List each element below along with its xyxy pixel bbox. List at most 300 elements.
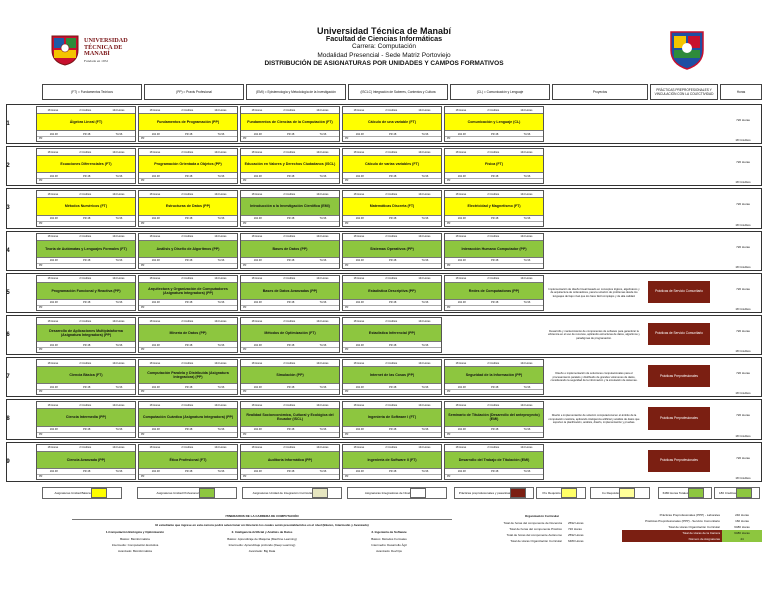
subject-meta: 144 Horas (418, 319, 431, 323)
subject-meta: PR 48 (389, 385, 397, 389)
subject-card[interactable] (36, 444, 136, 480)
subject-name: Ciencia Básica (FT) (69, 373, 103, 378)
level-number: 2 (6, 163, 10, 170)
level-credits: 18 Créditos (735, 349, 751, 354)
subject-meta: 192 48 (457, 385, 466, 389)
subject-meta: 192 48 (253, 301, 262, 305)
subject-meta: 18 Horas (455, 108, 467, 112)
career-title: Carrera: Computación (352, 43, 416, 51)
subject-name: Bases de Datos Avanzadas (PP) (262, 288, 318, 293)
subject-name: Cálculo de varias variables (FT) (365, 162, 419, 167)
subject-meta: PR 48 (287, 259, 295, 263)
subject-name: Seminario de Titulación (Desarrollo del anteproyecto) (EMI) (448, 413, 540, 422)
subject-name: Arquitectura y Organización de Computadores (Asignatura Integradora) (PP) (148, 286, 228, 295)
level-credits: 18 Créditos (735, 138, 751, 143)
subject-meta: 18 Horas (455, 192, 467, 196)
subject-meta: 144 Horas (418, 192, 431, 196)
university-logo-text: UNIVERSIDAD TÉCNICA DE MANABÍ Fundada en 1952 (84, 37, 128, 63)
practice-row-value: 6480 Horas (722, 530, 762, 536)
itinerary-header: 3. Ingeniería de Software (371, 530, 407, 534)
subject-prerequisite: PR (445, 305, 543, 310)
legend-item (242, 487, 342, 499)
subject-name: Programación Orientada a Objetos (PP) (154, 162, 222, 167)
subject-meta: 144 Horas (112, 108, 125, 112)
subject-card[interactable] (342, 148, 442, 184)
subject-name: Educación en Valores y Derechos Ciudadanos (ISCL) (244, 162, 336, 167)
subject-card[interactable] (138, 317, 238, 353)
subject-name: Seguridad de la Información (PP) (465, 373, 523, 378)
subject-meta: 144 Horas (112, 319, 125, 323)
subject-meta: 18 Horas (251, 150, 263, 154)
level-credits: 18 Créditos (735, 475, 751, 480)
subject-meta: 192 48 (355, 428, 364, 432)
subject-prerequisite: PR (241, 136, 339, 141)
legend-swatch (410, 488, 426, 498)
practice-box: Prácticas de Servicio Comunitario (648, 323, 710, 345)
subject-meta: PR 48 (83, 217, 91, 221)
subject-meta: 2 Créditos (79, 235, 92, 239)
legend-label: Prácticas preprofesionales y pasantías (458, 491, 511, 495)
itineraries-title: ITINERARIOS DE LA CARRERA DE COMPUTACIÓN (72, 512, 452, 520)
subject-card[interactable] (444, 233, 544, 269)
subject-name: Fundamentos de Ciencias de la Computación (FT) (247, 119, 333, 124)
subject-meta: PR 48 (185, 428, 193, 432)
practice-row-value: 160 Horas (735, 519, 749, 523)
subject-name: Métodos de Optimización (FT) (264, 330, 316, 335)
subject-card[interactable] (444, 148, 544, 184)
subject-meta: 192 48 (49, 470, 58, 474)
level-hours: 720 Horas (736, 118, 750, 122)
subject-meta: 144 Horas (214, 277, 227, 281)
subject-card[interactable] (240, 148, 340, 184)
subject-meta: PR 48 (185, 259, 193, 263)
practice-row-value: 44 (722, 536, 762, 542)
subject-prerequisite: PR (343, 305, 441, 310)
subject-meta: 2 Créditos (79, 446, 92, 450)
subject-card[interactable] (444, 106, 544, 142)
subject-meta: 2 Créditos (385, 192, 398, 196)
subject-meta: 2 Créditos (487, 403, 500, 407)
subject-meta: 2 Créditos (283, 403, 296, 407)
subject-meta: PR 48 (491, 132, 499, 136)
subject-meta: 192 48 (49, 217, 58, 221)
subject-meta: PR 48 (287, 301, 295, 305)
subject-card[interactable] (342, 401, 442, 437)
subject-meta: TA 96 (217, 428, 225, 432)
subject-card[interactable] (138, 190, 238, 226)
subject-prerequisite: PR (445, 136, 543, 141)
subject-prerequisite: PR (37, 347, 135, 352)
subject-card[interactable] (138, 233, 238, 269)
subject-meta: TA 96 (421, 217, 429, 221)
legend (42, 487, 762, 501)
subject-meta: TA 96 (115, 259, 123, 263)
itinerary-cell: Avanzado: DevOps (376, 549, 402, 553)
org-row-label: Total de horas del componente de Docencia (503, 521, 562, 525)
subject-prerequisite: PR (343, 221, 441, 226)
subject-meta: TA 96 (523, 259, 531, 263)
subject-meta: 192 48 (253, 174, 262, 178)
subject-meta: 144 Horas (520, 108, 533, 112)
level-hours: 720 Horas (736, 286, 750, 291)
subject-name: Estadística Inferencial (PP) (368, 330, 416, 335)
subject-meta: TA 96 (217, 174, 225, 178)
subject-meta: 192 48 (253, 259, 262, 263)
subject-meta: 144 Horas (214, 446, 227, 450)
subject-meta: PR 48 (83, 132, 91, 136)
subject-prerequisite: PR (343, 474, 441, 479)
subject-meta: 18 Horas (353, 446, 365, 450)
subject-card[interactable] (138, 401, 238, 437)
subject-meta: 144 Horas (520, 277, 533, 281)
column-header: (PP) = Praxis Profesional (144, 84, 244, 100)
subject-name: Introducción a la Investigación Científica (EMI) (250, 204, 330, 209)
subject-meta: 18 Horas (251, 277, 263, 281)
subject-meta: 192 48 (457, 217, 466, 221)
subject-meta: 144 Horas (520, 150, 533, 154)
subject-meta: PR 48 (185, 470, 193, 474)
subject-meta: TA 96 (319, 259, 327, 263)
subject-meta: 192 48 (253, 217, 262, 221)
subject-prerequisite: PR (241, 221, 339, 226)
subject-meta: 192 48 (253, 132, 262, 136)
subject-meta: 192 48 (253, 385, 262, 389)
subject-meta: 192 48 (49, 343, 58, 347)
subject-name: Minería de Datos (PP) (169, 330, 207, 335)
subject-meta: TA 96 (319, 174, 327, 178)
subject-meta: 18 Horas (353, 150, 365, 154)
subject-card[interactable] (36, 317, 136, 353)
subject-meta: 18 Horas (47, 361, 59, 365)
document-title: DISTRIBUCIÓN DE ASIGNATURAS POR UNIDADES Y CAMPOS FORMATIVOS (264, 59, 504, 67)
subject-meta: 192 48 (457, 132, 466, 136)
subject-meta: 144 Horas (418, 361, 431, 365)
legend-swatch (736, 488, 752, 498)
column-header: (CL) = Comunicación y Lenguaje (450, 84, 550, 100)
subject-card[interactable] (444, 401, 544, 437)
subject-prerequisite: PR (139, 305, 237, 310)
subject-name: Comunicación y Lenguaje (CL) (467, 119, 521, 124)
subject-meta: TA 96 (421, 132, 429, 136)
subject-meta: 18 Horas (455, 277, 467, 281)
legend-label: Asignaturas Unidad Profesional (156, 491, 199, 495)
subject-meta: 2 Créditos (181, 235, 194, 239)
subject-meta: 144 Horas (112, 235, 125, 239)
itinerary-cell: Intermedio: Desarrollo Ágil (371, 543, 407, 547)
subject-card[interactable] (342, 275, 442, 311)
level-hours: 720 Horas (736, 329, 750, 333)
subject-meta: 192 48 (151, 174, 160, 178)
subject-name: Teoría de Autómatas y Lenguajes Formales (FT) (45, 246, 127, 251)
subject-meta: 144 Horas (214, 108, 227, 112)
subject-meta: PR 48 (491, 217, 499, 221)
legend-label: 180 Créditos (718, 491, 736, 495)
subject-meta: TA 96 (217, 470, 225, 474)
subject-meta: 192 48 (49, 428, 58, 432)
subject-meta: 2 Créditos (181, 192, 194, 196)
column-header: (FT) = Fundamentos Teóricos (42, 84, 142, 100)
subject-meta: 18 Horas (47, 403, 59, 407)
subject-meta: 2 Créditos (283, 277, 296, 281)
itinerary-header: 2. Inteligencia Artificial y Análisis de Datos (231, 530, 293, 534)
subject-name: Computación Paralela y Distribuida (Asignatura Integradora) (PP) (147, 370, 229, 380)
subject-prerequisite: PR (445, 178, 543, 183)
subject-card[interactable] (138, 359, 238, 395)
subject-card[interactable] (36, 148, 136, 184)
subject-card[interactable] (138, 148, 238, 184)
subject-meta: 192 48 (151, 343, 160, 347)
subject-name: Sistemas Operativos (PP) (370, 246, 414, 251)
subject-meta: 2 Créditos (181, 319, 194, 323)
subject-prerequisite: PR (241, 432, 339, 437)
subject-meta: TA 96 (217, 217, 225, 221)
subject-prerequisite: PR (139, 263, 237, 268)
subject-card[interactable] (138, 444, 238, 480)
legend-label: Pre Requisito (542, 491, 561, 495)
subject-card[interactable] (444, 190, 544, 226)
level-hours: 720 Horas (736, 244, 750, 249)
subject-card[interactable] (36, 359, 136, 395)
subject-card[interactable] (444, 359, 544, 395)
subject-card[interactable] (342, 106, 442, 142)
subject-meta: 144 Horas (520, 192, 533, 196)
legend-swatch (199, 488, 215, 498)
subject-prerequisite: PR (37, 263, 135, 268)
subject-card[interactable] (342, 317, 442, 353)
subject-card[interactable] (240, 317, 340, 353)
subject-meta: PR 48 (491, 470, 499, 474)
subject-meta: TA 96 (319, 132, 327, 136)
subject-meta: TA 96 (115, 385, 123, 389)
subject-meta: 18 Horas (455, 446, 467, 450)
org-row-value: 2592 Horas (568, 521, 584, 525)
subject-prerequisite: PR (37, 432, 135, 437)
practice-row-label: Prácticas Preprofesionales (PPP) - Servicio Comunitario (645, 519, 720, 523)
legend-item (454, 487, 534, 499)
practice-row-value: 240 Horas (735, 513, 749, 517)
practice-row-label: Total de Horas de la Carrera (622, 530, 722, 536)
subject-meta: TA 96 (319, 301, 327, 305)
subject-card[interactable] (240, 401, 340, 437)
subject-name: Desarrollo del Trabajo de Titulación (EMI) (458, 457, 530, 462)
level-credits: 18 Créditos (735, 180, 751, 185)
subject-meta: 2 Créditos (487, 235, 500, 239)
legend-label: Asignaturas Unidad de Integración Curricular (252, 491, 313, 495)
subject-meta: PR 48 (83, 428, 91, 432)
subject-meta: 144 Horas (316, 361, 329, 365)
org-title: Organización Curricular (524, 513, 560, 518)
subject-card[interactable] (444, 275, 544, 311)
subject-card[interactable] (240, 444, 340, 480)
legend-label: Co Requisito (601, 491, 620, 495)
practice-box: Prácticas Preprofesionales (648, 450, 710, 472)
subject-card[interactable] (138, 275, 238, 311)
subject-meta: TA 96 (421, 174, 429, 178)
legend-label: Asignaturas Integradoras de Nivel (364, 491, 411, 495)
subject-meta: 18 Horas (353, 403, 365, 407)
subject-meta: 18 Horas (149, 361, 161, 365)
subject-meta: TA 96 (421, 259, 429, 263)
legend-swatch (510, 488, 526, 498)
subject-meta: TA 96 (217, 132, 225, 136)
subject-meta: PR 48 (185, 301, 193, 305)
subject-name: Redes de Computadoras (PP) (468, 288, 520, 293)
level-number: 9 (6, 458, 10, 465)
modality-title: Modalidad Presencial - Sede Matriz Portoviejo (317, 51, 451, 59)
subject-meta: 18 Horas (353, 108, 365, 112)
level-credits: 18 Créditos (735, 307, 751, 311)
subject-meta: PR 48 (185, 343, 193, 347)
subject-card[interactable] (240, 106, 340, 142)
subject-meta: 192 48 (151, 301, 160, 305)
itinerary-header: 1.Computación Biológica y Optimización (105, 530, 165, 534)
subject-meta: 192 48 (457, 301, 466, 305)
subject-card[interactable] (342, 233, 442, 269)
subject-meta: TA 96 (523, 385, 531, 389)
column-header: (ISCLC) Integración de Saberes, Contextos y Cultura (348, 84, 448, 100)
subject-meta: 2 Créditos (385, 361, 398, 365)
subject-meta: 2 Créditos (487, 277, 500, 281)
subject-meta: PR 48 (287, 385, 295, 389)
subject-name: Fundamentos de Programación (PP) (156, 119, 220, 124)
subject-meta: 18 Horas (47, 319, 59, 323)
subject-meta: 144 Horas (520, 403, 533, 407)
subject-card[interactable] (240, 275, 340, 311)
subject-prerequisite: PR (241, 263, 339, 268)
subject-meta: 2 Créditos (385, 319, 398, 323)
subject-meta: 2 Créditos (79, 108, 92, 112)
subject-card[interactable] (36, 275, 136, 311)
subject-meta: 192 48 (457, 174, 466, 178)
itinerary-cell: Avanzado: Big Data (248, 549, 276, 553)
subject-meta: PR 48 (287, 470, 295, 474)
subject-card[interactable] (240, 233, 340, 269)
legend-swatch (561, 488, 577, 498)
legend-item (347, 487, 447, 499)
subject-name: Estadística Descriptiva (PP) (368, 288, 416, 293)
subject-card[interactable] (342, 359, 442, 395)
subject-meta: 144 Horas (418, 108, 431, 112)
subject-prerequisite: PR (241, 347, 339, 352)
subject-meta: 2 Créditos (79, 361, 92, 365)
subject-meta: 18 Horas (455, 403, 467, 407)
level-number: 3 (6, 205, 10, 212)
subject-meta: 2 Créditos (79, 403, 92, 407)
subject-meta: 18 Horas (149, 150, 161, 154)
subject-meta: PR 48 (491, 301, 499, 305)
subject-card[interactable] (444, 444, 544, 480)
subject-card[interactable] (342, 190, 442, 226)
subject-meta: TA 96 (217, 385, 225, 389)
subject-meta: TA 96 (115, 428, 123, 432)
practice-row-label: Prácticas Preprofesionales (PPP) - Laborales (659, 513, 720, 517)
subject-prerequisite: PR (445, 432, 543, 437)
subject-meta: TA 96 (115, 301, 123, 305)
subject-name: Programación Funcional y Reactiva (PP) (51, 288, 121, 293)
level-number: 4 (6, 247, 10, 254)
subject-meta: TA 96 (217, 259, 225, 263)
itinerary-cell: Avanzado: Bioinformática (118, 549, 152, 553)
subject-name: Desarrollo de Aplicaciones Multiplataforma (Asignatura Integradora) (PP) (49, 328, 123, 338)
subject-meta: 2 Créditos (79, 192, 92, 196)
subject-prerequisite: PR (241, 178, 339, 183)
subject-meta: 18 Horas (353, 319, 365, 323)
subject-prerequisite: PR (343, 263, 441, 268)
subject-meta: TA 96 (115, 174, 123, 178)
level-hours: 720 Horas (736, 413, 750, 418)
subject-meta: PR 48 (491, 259, 499, 263)
itinerary-cell: Intermedio: Aprendizaje profundo (Deep Learning) (228, 543, 296, 547)
university-title: Universidad Técnica de Manabí (316, 26, 452, 36)
subject-meta: 144 Horas (418, 277, 431, 281)
subject-meta: TA 96 (319, 217, 327, 221)
subject-meta: TA 96 (115, 217, 123, 221)
subject-card[interactable] (36, 233, 136, 269)
subject-meta: 192 48 (355, 217, 364, 221)
subject-meta: TA 96 (421, 385, 429, 389)
subject-card[interactable] (240, 359, 340, 395)
subject-meta: 144 Horas (112, 446, 125, 450)
subject-meta: 18 Horas (353, 192, 365, 196)
subject-meta: 18 Horas (47, 235, 59, 239)
subject-card[interactable] (342, 444, 442, 480)
subject-card[interactable] (36, 401, 136, 437)
subject-meta: 192 48 (355, 174, 364, 178)
subject-card[interactable] (240, 190, 340, 226)
subject-meta: 18 Horas (251, 446, 263, 450)
subject-meta: 192 48 (355, 301, 364, 305)
subject-card[interactable] (36, 106, 136, 142)
subject-meta: 144 Horas (520, 235, 533, 239)
subject-meta: PR 48 (83, 174, 91, 178)
subject-meta: PR 48 (389, 470, 397, 474)
subject-meta: 144 Horas (112, 150, 125, 154)
subject-prerequisite: PR (139, 432, 237, 437)
subject-meta: 18 Horas (455, 361, 467, 365)
subject-meta: 192 48 (355, 385, 364, 389)
level-description: Diseño e implementación de soluciones computacionales para el procesamiento paralelo y distribuido de grandes volúmenes de datos, considerando la seguridad de la información y la simulación de sistemas. (550, 372, 638, 382)
subject-card[interactable] (138, 106, 238, 142)
level-number: 6 (6, 332, 10, 339)
subject-meta: PR 48 (185, 132, 193, 136)
subject-card[interactable] (36, 190, 136, 226)
itinerary-cell: Intermedio: Computación Evolutiva (111, 543, 159, 547)
legend-swatch (312, 488, 328, 498)
subject-meta: 18 Horas (251, 235, 263, 239)
subject-meta: TA 96 (319, 385, 327, 389)
subject-meta: TA 96 (523, 470, 531, 474)
level-credits: 18 Créditos (735, 391, 751, 396)
column-header: Horas (720, 84, 762, 100)
subject-meta: 18 Horas (353, 361, 365, 365)
subject-meta: 2 Créditos (181, 361, 194, 365)
subject-meta: 18 Horas (149, 403, 161, 407)
subject-meta: 192 48 (253, 343, 262, 347)
subject-name: Auditoría Informática (PP) (267, 457, 313, 462)
subject-prerequisite: PR (241, 305, 339, 310)
subject-meta: PR 48 (389, 259, 397, 263)
subject-meta: 2 Créditos (283, 235, 296, 239)
subject-meta: 2 Créditos (283, 319, 296, 323)
subject-meta: 2 Créditos (283, 108, 296, 112)
subject-name: Computación Cuántica (Asignatura Integradora) (PP) (142, 415, 234, 420)
subject-meta: 192 48 (151, 470, 160, 474)
subject-name: Internet de las Cosas (PP) (369, 373, 415, 378)
subject-meta: 2 Créditos (181, 150, 194, 154)
subject-meta: PR 48 (83, 259, 91, 263)
subject-meta: 18 Horas (251, 192, 263, 196)
subject-name: Matemáticas Discreta (FT) (369, 204, 415, 209)
